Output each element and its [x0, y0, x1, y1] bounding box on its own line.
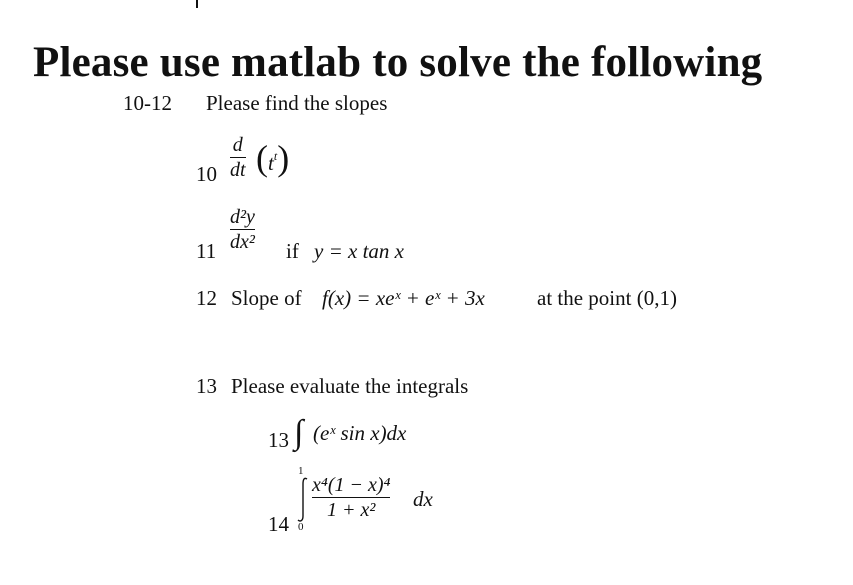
section-13-number: 13: [196, 374, 217, 398]
problem-14-dx: dx: [413, 487, 433, 511]
fraction-bar: [312, 497, 390, 498]
problem-11-number: 11: [196, 239, 217, 263]
section-heading-slopes: Please find the slopes: [206, 91, 388, 115]
problem-14-number: 14: [268, 512, 289, 536]
problem-13-number: 13: [268, 428, 289, 452]
fraction-bar: [230, 229, 255, 230]
problem-10-frac-denominator: dt: [230, 159, 246, 181]
right-paren: ): [277, 138, 290, 178]
problem-14-frac-denominator: 1 + x²: [327, 499, 376, 521]
problem-12-tail-text: at the point (0,1): [537, 286, 677, 310]
problem-10-number: 10: [196, 162, 217, 186]
definite-integral-sign: [296, 476, 310, 524]
problem-12-number: 12: [196, 286, 217, 310]
problem-14-lower-limit: 0: [298, 521, 304, 533]
problem-14-fraction: [312, 474, 390, 521]
left-paren: (: [256, 138, 268, 178]
problem-10-derivative: [230, 134, 246, 181]
page-title: Please use matlab to solve the following: [33, 39, 763, 86]
problem-10-base: t: [268, 151, 274, 175]
problem-11-expression: y = x tan x: [314, 239, 404, 263]
problem-14-frac-numerator: x⁴(1 − x)⁴: [312, 474, 391, 496]
problem-11-frac-numerator: d²y: [230, 206, 255, 228]
problem-10-expression: [256, 140, 289, 176]
problem-11-frac-denominator: dx²: [230, 231, 255, 253]
top-edge-mark: [196, 0, 198, 8]
problem-13-integrand: (eˣ sin x)dx: [313, 421, 407, 445]
problem-14-upper-limit: 1: [298, 465, 304, 477]
problem-11-second-derivative: [230, 206, 255, 253]
section-range-label: 10-12: [123, 91, 172, 115]
problem-10-frac-numerator: d: [232, 134, 243, 156]
problem-12-lead-text: Slope of: [231, 286, 302, 310]
problem-10-exponent: t: [273, 149, 278, 163]
problem-12-expression: f(x) = xeˣ + eˣ + 3x: [322, 286, 485, 310]
section-heading-integrals: Please evaluate the integrals: [231, 374, 469, 398]
fraction-bar: [230, 157, 246, 158]
integral-sign: ∫: [294, 414, 304, 451]
problem-11-if-word: if: [286, 239, 299, 263]
